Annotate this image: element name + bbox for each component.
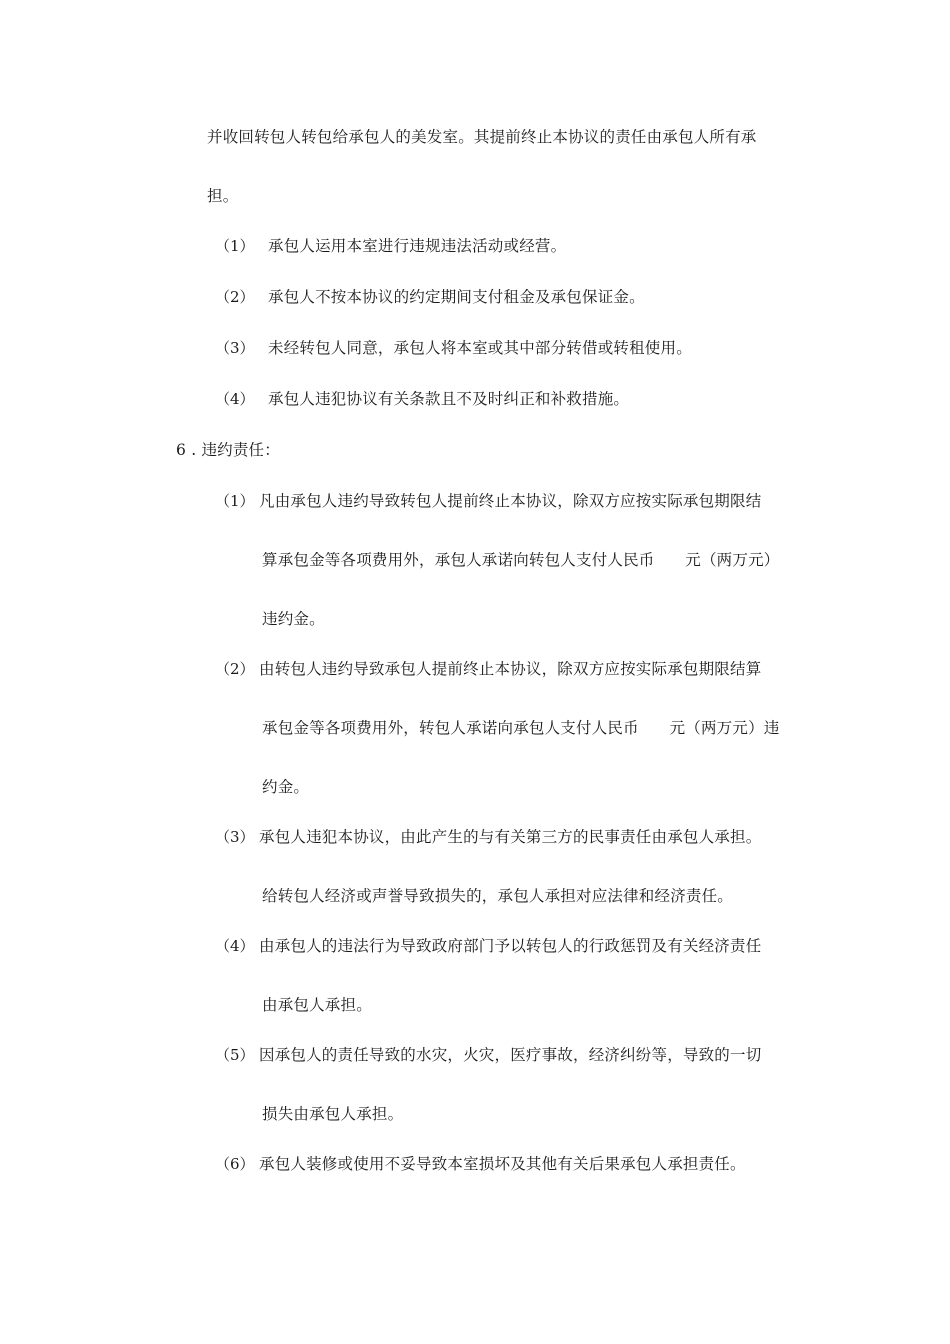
- liability-item-line: 凡由承包人违约导致转包人提前终止本协议，除双方应按实际承包期限结: [259, 492, 762, 510]
- intro-line-2: 担。: [207, 187, 239, 205]
- liability-item-number: （6）: [215, 1155, 255, 1173]
- termination-item-number: （3）: [215, 339, 255, 357]
- termination-item-text: 承包人违犯协议有关条款且不及时纠正和补救措施。: [268, 390, 630, 408]
- liability-item-line: 违约金。: [262, 610, 325, 628]
- liability-item-line: 承包人违犯本协议，由此产生的与有关第三方的民事责任由承包人承担。: [259, 828, 762, 846]
- termination-item-text: 承包人运用本室进行违规违法活动或经营。: [268, 237, 567, 255]
- liability-item-line: 由承包人承担。: [262, 996, 372, 1014]
- termination-item-number: （1）: [215, 237, 255, 255]
- section-heading: 6 . 违约责任：: [176, 441, 280, 459]
- termination-item-number: （4）: [215, 390, 255, 408]
- liability-item-line: 由承包人的违法行为导致政府部门予以转包人的行政惩罚及有关经济责任: [259, 937, 762, 955]
- liability-item-line: 损失由承包人承担。: [262, 1105, 404, 1123]
- liability-item-number: （3）: [215, 828, 255, 846]
- liability-item-line: 约金。: [262, 778, 310, 796]
- termination-item-number: （2）: [215, 288, 255, 306]
- liability-item-number: （4）: [215, 937, 255, 955]
- liability-item-number: （1）: [215, 492, 255, 510]
- liability-item-line: 因承包人的责任导致的水灾，火灾，医疗事故，经济纠纷等，导致的一切: [259, 1046, 762, 1064]
- liability-item-line: 算承包金等各项费用外，承包人承诺向转包人支付人民币 元（两万元）: [262, 551, 780, 569]
- intro-line-1: 并收回转包人转包给承包人的美发室。其提前终止本协议的责任由承包人所有承: [207, 128, 757, 146]
- liability-item-line: 给转包人经济或声誉导致损失的，承包人承担对应法律和经济责任。: [262, 887, 734, 905]
- liability-item-number: （5）: [215, 1046, 255, 1064]
- liability-item-line: 承包人装修或使用不妥导致本室损坏及其他有关后果承包人承担责任。: [259, 1155, 746, 1173]
- termination-item-text: 承包人不按本协议的约定期间支付租金及承包保证金。: [268, 288, 645, 306]
- liability-item-line: 由转包人违约导致承包人提前终止本协议，除双方应按实际承包期限结算: [259, 660, 762, 678]
- liability-item-number: （2）: [215, 660, 255, 678]
- liability-item-line: 承包金等各项费用外，转包人承诺向承包人支付人民币 元（两万元）违: [262, 719, 780, 737]
- termination-item-text: 未经转包人同意，承包人将本室或其中部分转借或转租使用。: [268, 339, 692, 357]
